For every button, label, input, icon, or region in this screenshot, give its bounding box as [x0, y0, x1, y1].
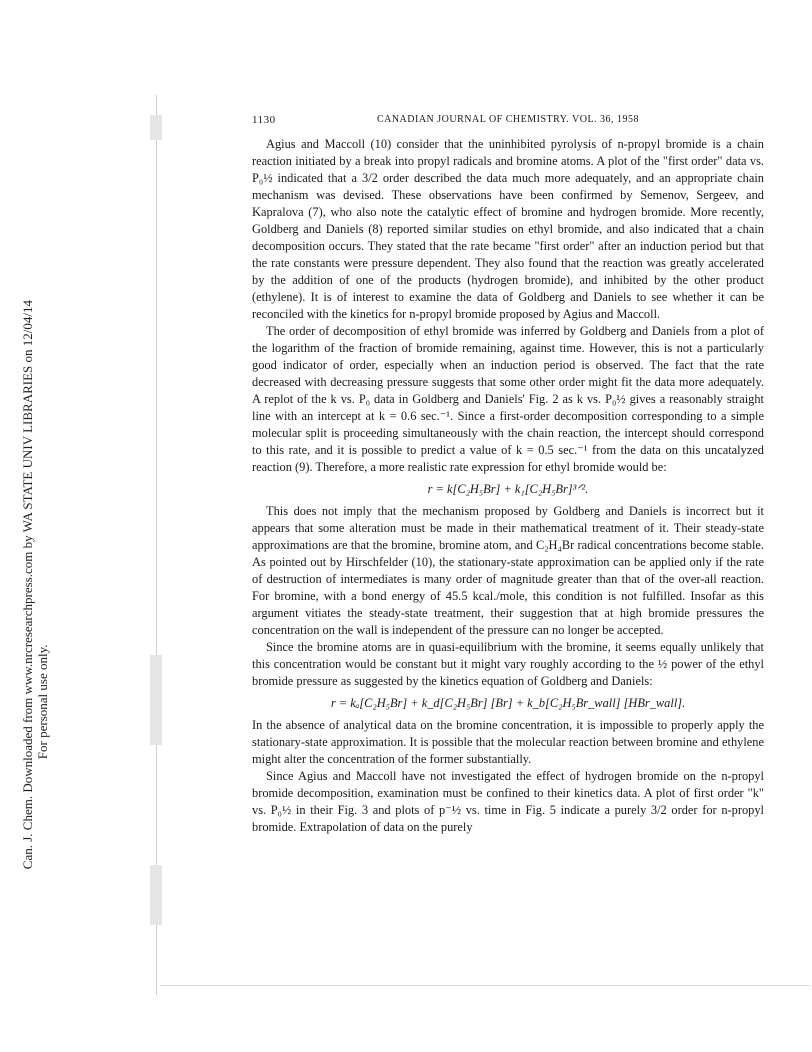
document-page [252, 114, 764, 836]
download-watermark [0, 300, 50, 870]
running-header [252, 114, 764, 136]
scan-artifact-bottom [100, 975, 812, 995]
paragraph-6: Since Agius and Maccoll have not investigated the effect of hydrogen bromide on the n-propyl bromide decomposition, examination must be confined to their kinetics data. A plot of first order "k" vs. P₀½ in their Fig. 3 and plots of p⁻½ vs. time in Fig. 5 indicate a purely 3/2 order for n-propyl bromide. Extrapolation of data on the purely [252, 769, 764, 834]
paragraph-3: This does not imply that the mechanism proposed by Goldberg and Daniels is incorrect but it appears that some alteration must be made in their mathematical treatment of it. Their steady-state approximations are that the bromine, bromine atom, and C₂H₄Br radical concentrations become stable. As pointed out by Hirschfelder (10), the stationary-state approximation can be applied only if the rate of destruction of intermediates is many order of magnitude greater than that of the over-all reaction. For bromine, with a bond energy of 45.5 kcal./mole, this condition is not fulfilled. Insofar as this argument vitiates the steady-state treatment, their suggestion that at high bromide pressures the concentration on the wall is independent of the pressure can no longer be accepted. [252, 504, 764, 637]
paragraph-1: Agius and Maccoll (10) consider that the uninhibited pyrolysis of n-propyl bromide is a chain reaction initiated by a break into propyl radicals and bromine atoms. A plot of the "first order" data vs. P₀½ indicated that a 3/2 order described the data much more adequately, and an appropriate chain mechanism was devised. These observations have been confirmed by Semenov, Sergeev, and Kapralova (7), who also note the catalytic effect of bromine and hydrogen bromide. More recently, Goldberg and Daniels (8) reported similar studies on ethyl bromide, and also indicated that a chain decomposition occurs. They stated that the rate became "first order" after an induction period but that the rate constants were pressure dependent. They also found that the reaction was greatly accelerated by the addition of one of the products (hydrogen bromide), and inhibited by the other product (ethylene). It is of interest to examine the data of Goldberg and Daniels to see whether it can be reconciled with the kinetics for n-propyl bromide proposed by Agius and Maccoll. [252, 137, 764, 321]
paragraph-5: In the absence of analytical data on the bromine concentration, it is impossible to properly apply the stationary-state approximation. It is possible that the molecular reaction between bromine and ethylene might alter the concentration of the former substantially. [252, 718, 764, 766]
paragraph-4: Since the bromine atoms are in quasi-equilibrium with the bromine, it seems equally unlikely that this concentration would be constant but it might vary roughly according to the ½ power of the ethyl bromide pressure as suggested by the kinetics equation of Goldberg and Daniels: [252, 640, 764, 688]
equation-1: r = k[C₂H₅Br] + k₁[C₂H₅Br]³ᐟ². [427, 482, 589, 496]
equation-2: r = kₐ[C₂H₅Br] + k_d[C₂H₅Br] [Br] + k_b[C₂H₅Br_wall] [HBr_wall]. [330, 696, 686, 710]
page-number: 1130 [252, 114, 276, 126]
watermark-line-1: Can. J. Chem. Downloaded from www.nrcresearchpress.com by WA STATE UNIV LIBRARIES on 12/04/14 [20, 300, 35, 870]
watermark-line-2: For personal use only. [35, 644, 50, 760]
paragraph-2: The order of decomposition of ethyl bromide was inferred by Goldberg and Daniels from a plot of the logarithm of the fraction of bromide remaining, against time. However, this is not a particularly good indicator of order, especially when an induction period is observed. The fact that the rate decreased with decreasing pressure suggests that some other order might fit the data more adequately. A replot of the k vs. P₀ data in Goldberg and Daniels' Fig. 2 as k vs. P₀½ gives a reasonably straight line with an intercept at k = 0.6 sec.⁻¹. Since a first-order decomposition corresponding to a simple molecular split is proceeding simultaneously with the chain reaction, the intercept should correspond to this rate, and it is possible to predict a value of k = 0.5 sec.⁻¹ from the data on this uncatalyzed reaction (9). Therefore, a more realistic rate expression for ethyl bromide would be: [252, 324, 764, 474]
journal-title: CANADIAN JOURNAL OF CHEMISTRY. VOL. 36, 1958 [376, 114, 640, 125]
watermark-text [20, 300, 50, 869]
scan-artifact-margin [150, 95, 164, 995]
